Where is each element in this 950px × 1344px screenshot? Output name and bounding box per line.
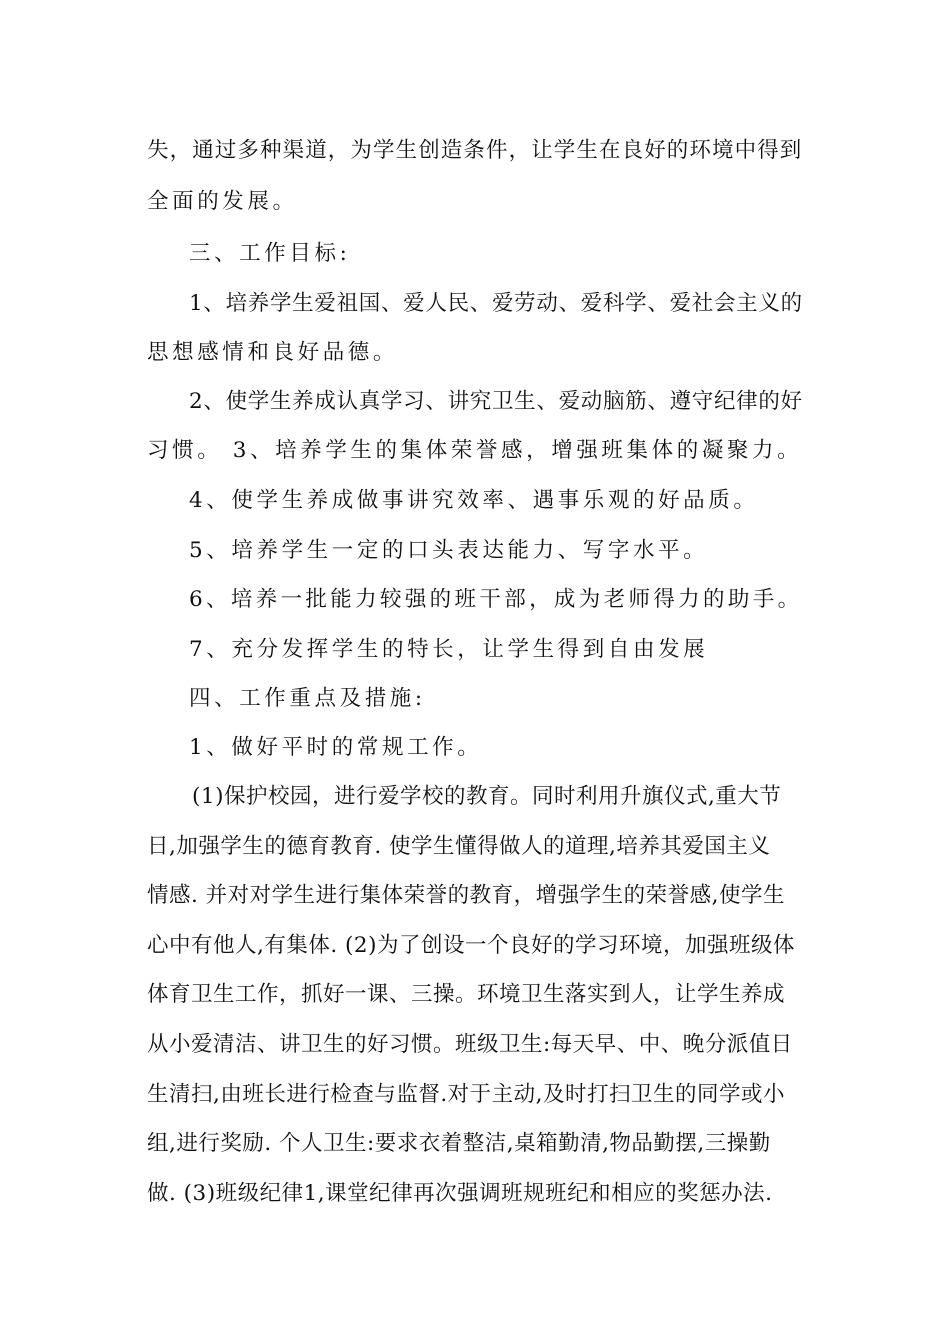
text-line: 5、培养学生一定的口头表达能力、写字水平。 — [189, 538, 709, 563]
text-line: 习惯。 3、培养学生的集体荣誉感，增强班集体的凝聚力。 — [147, 438, 803, 463]
text-line: (1)保护校园，进行爱学校的教育。同时利用升旗仪式,重大节 — [192, 784, 782, 809]
text-line: 日,加强学生的德育教育. 使学生懂得做人的道理,培养其爱国主义 — [147, 834, 771, 859]
text-line: 7、充分发挥学生的特长，让学生得到自由发展 — [189, 637, 709, 662]
text-line: 4、使学生养成做事讲究效率、遇事乐观的好品质。 — [189, 488, 759, 513]
text-line: 1、培养学生爱祖国、爱人民、爱劳动、爱科学、爱社会主义的 — [189, 291, 803, 316]
text-line: 体育卫生工作，抓好一课、三操。环境卫生落实到人，让学生养成 — [147, 982, 786, 1007]
section-heading: 四、工作重点及措施: — [189, 686, 426, 711]
text-line: 做. (3)班级纪律1,课堂纪律再次强调班规班纪和相应的奖惩办法. — [147, 1181, 773, 1206]
text-line: 情感. 并对对学生进行集体荣誉的教育，增强学生的荣誉感,使学生 — [147, 883, 786, 908]
text-line: 从小爱清洁、讲卫生的好习惯。班级卫生:每天早、中、晚分派值日 — [147, 1032, 793, 1057]
section-heading: 三、工作目标: — [189, 241, 351, 266]
text-line: 思想感情和良好品德。 — [147, 340, 399, 365]
text-line: 失，通过多种渠道，为学生创造条件，让学生在良好的环境中得到 — [147, 138, 803, 163]
text-line: 2、使学生养成认真学习、讲究卫生、爱动脑筋、遵守纪律的好 — [189, 389, 803, 414]
text-line: 1、做好平时的常规工作。 — [189, 735, 483, 760]
text-line: 组,进行奖励. 个人卫生:要求衣着整洁,桌箱勤清,物品勤摆,三操勤 — [147, 1131, 771, 1156]
text-line: 生清扫,由班长进行检查与监督.对于主动,及时打扫卫生的同学或小 — [147, 1082, 786, 1107]
text-line: 6、培养一批能力较强的班干部，成为老师得力的助手。 — [189, 587, 803, 612]
text-line: 心中有他人,有集体. (2)为了创设一个良好的学习环境，加强班级体 — [147, 933, 795, 958]
text-line: 全面的发展。 — [147, 189, 298, 214]
